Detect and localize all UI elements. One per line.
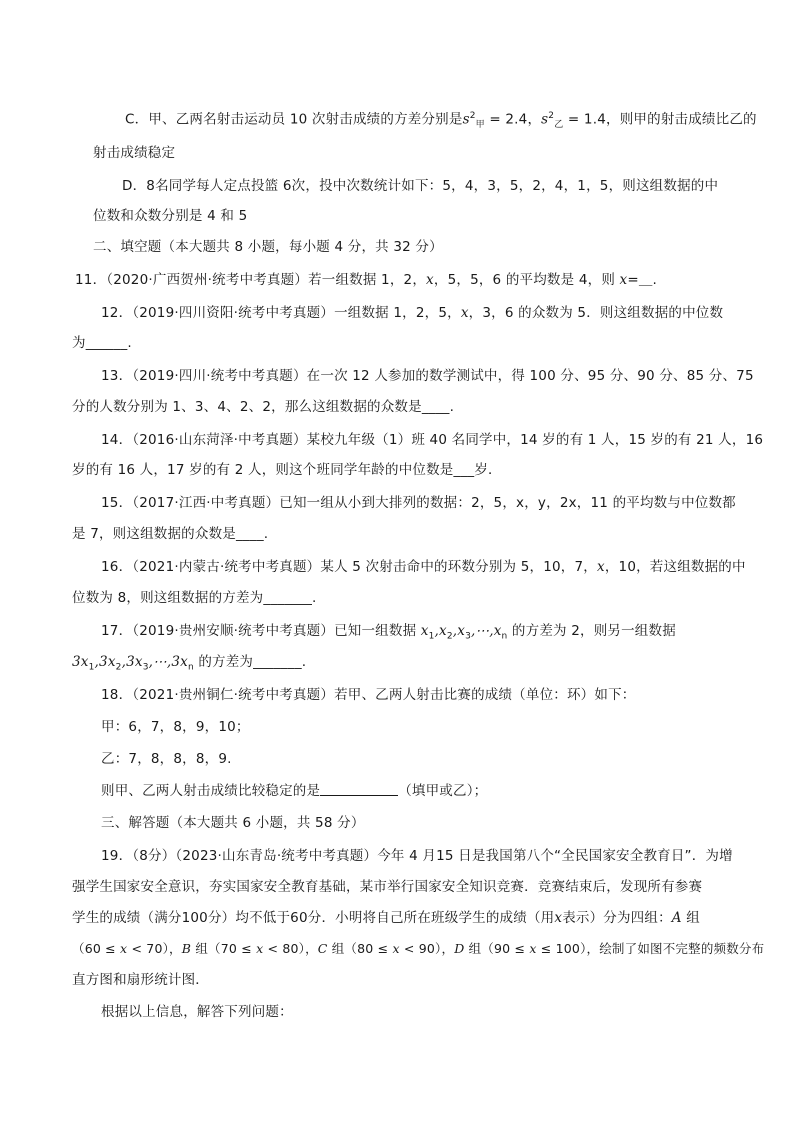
section3-header: 三、解答题（本大题共 6 小题，共 58 分） xyxy=(101,815,365,831)
question-15-line1: 15．（2017·江西·中考真题）已知一组从小到大排列的数据：2，5，x，y，2x，11 的平均数与中位数都 xyxy=(101,495,736,511)
question-19-line1: 19．（8分）（2023·山东青岛·统考中考真题）今年 4 月15 日是我国第八个“全民国家安全教育日”．为增 xyxy=(101,848,733,864)
question-18-line1: 18．（2021·贵州铜仁·统考中考真题）若甲、乙两人射击比赛的成绩（单位：环）如下： xyxy=(101,687,636,703)
option-d-line1: D．8名同学每人定点投篮 6次，投中次数统计如下：5，4，3，5，2，4，1，5，则这组数据的中 xyxy=(122,178,719,194)
question-14-line2: 岁的有 16 人，17 岁的有 2 人，则这个班同学年龄的中位数是___岁． xyxy=(72,462,502,478)
answer-blank xyxy=(320,782,398,796)
question-12-line2: 为______. xyxy=(72,335,132,351)
question-17-line2: $3x_1,3x_2,3x_3,\cdots,3x_n$ 的方差为_______. xyxy=(72,654,307,673)
option-c-line1: C．甲、乙两名射击运动员 10 次射击成绩的方差分别是$s^2_甲 = 2.4$，$s^2_乙 = 1.4$，则甲的射击成绩比乙的 xyxy=(125,111,757,131)
question-13-line2: 分的人数分别为 1、3、4、2、2，那么这组数据的众数是____. xyxy=(72,399,455,415)
question-11: 11．（2020·广西贺州·统考中考真题）若一组数据 1，2，x，5，5，6 的平均数是 4，则 x=＿. xyxy=(75,272,658,288)
question-12-line1: 12．（2019·四川资阳·统考中考真题）一组数据 1，2，5，x，3，6 的众数为 5．则这组数据的中位数 xyxy=(101,305,724,321)
option-c-line2: 射击成绩稳定 xyxy=(93,145,176,161)
question-18-yi: 乙：7，8，8，8，9. xyxy=(101,751,232,767)
question-16-line1: 16．（2021·内蒙古·统考中考真题）某人 5 次射击命中的环数分别为 5，10，7，x，10，若这组数据的中 xyxy=(101,559,746,575)
question-19-line2: 强学生国家安全意识，夯实国家安全教育基础，某市举行国家安全知识竞赛．竞赛结束后，发现所有参赛 xyxy=(72,879,703,895)
question-13-line1: 13．（2019·四川·统考中考真题）在一次 12 人参加的数学测试中，得 100 分、95 分、90 分、85 分、75 xyxy=(101,368,754,384)
question-19-line5: 直方图和扇形统计图． xyxy=(72,972,209,988)
question-15-line2: 是 7，则这组数据的众数是____. xyxy=(72,526,269,542)
question-17-line1: 17．（2019·贵州安顺·统考中考真题）已知一组数据 $x_1,x_2,x_3,\cdots,x_n$ 的方差为 2，则另一组数据 xyxy=(101,623,676,642)
question-16-line2: 位数为 8，则这组数据的方差为_______. xyxy=(72,590,317,606)
question-14-line1: 14．（2016·山东菏泽·中考真题）某校九年级（1）班 40 名同学中，14 岁的有 1 人，15 岁的有 21 人，16 xyxy=(101,432,764,448)
question-19-line3: 学生的成绩（满分100分）均不低于60分．小明将自己所在班级学生的成绩（用x表示）分为四组：A 组 xyxy=(72,910,700,926)
section2-header: 二、填空题（本大题共 8 小题，每小题 4 分，共 32 分） xyxy=(93,239,443,255)
question-18-jia: 甲：6，7，8，9，10； xyxy=(101,719,250,735)
option-d-line2: 位数和众数分别是 4 和 5 xyxy=(93,208,248,224)
question-19-line4: （60 ≤ x < 70），B 组（70 ≤ x < 80），C 组（80 ≤ x < 90），D 组（90 ≤ x ≤ 100），绘制了如图不完整的频数分布 xyxy=(72,941,765,956)
question-19-line6: 根据以上信息，解答下列问题： xyxy=(101,1004,293,1020)
question-18-ask: 则甲、乙两人射击成绩比较稳定的是 （填甲或乙）； xyxy=(101,783,488,799)
